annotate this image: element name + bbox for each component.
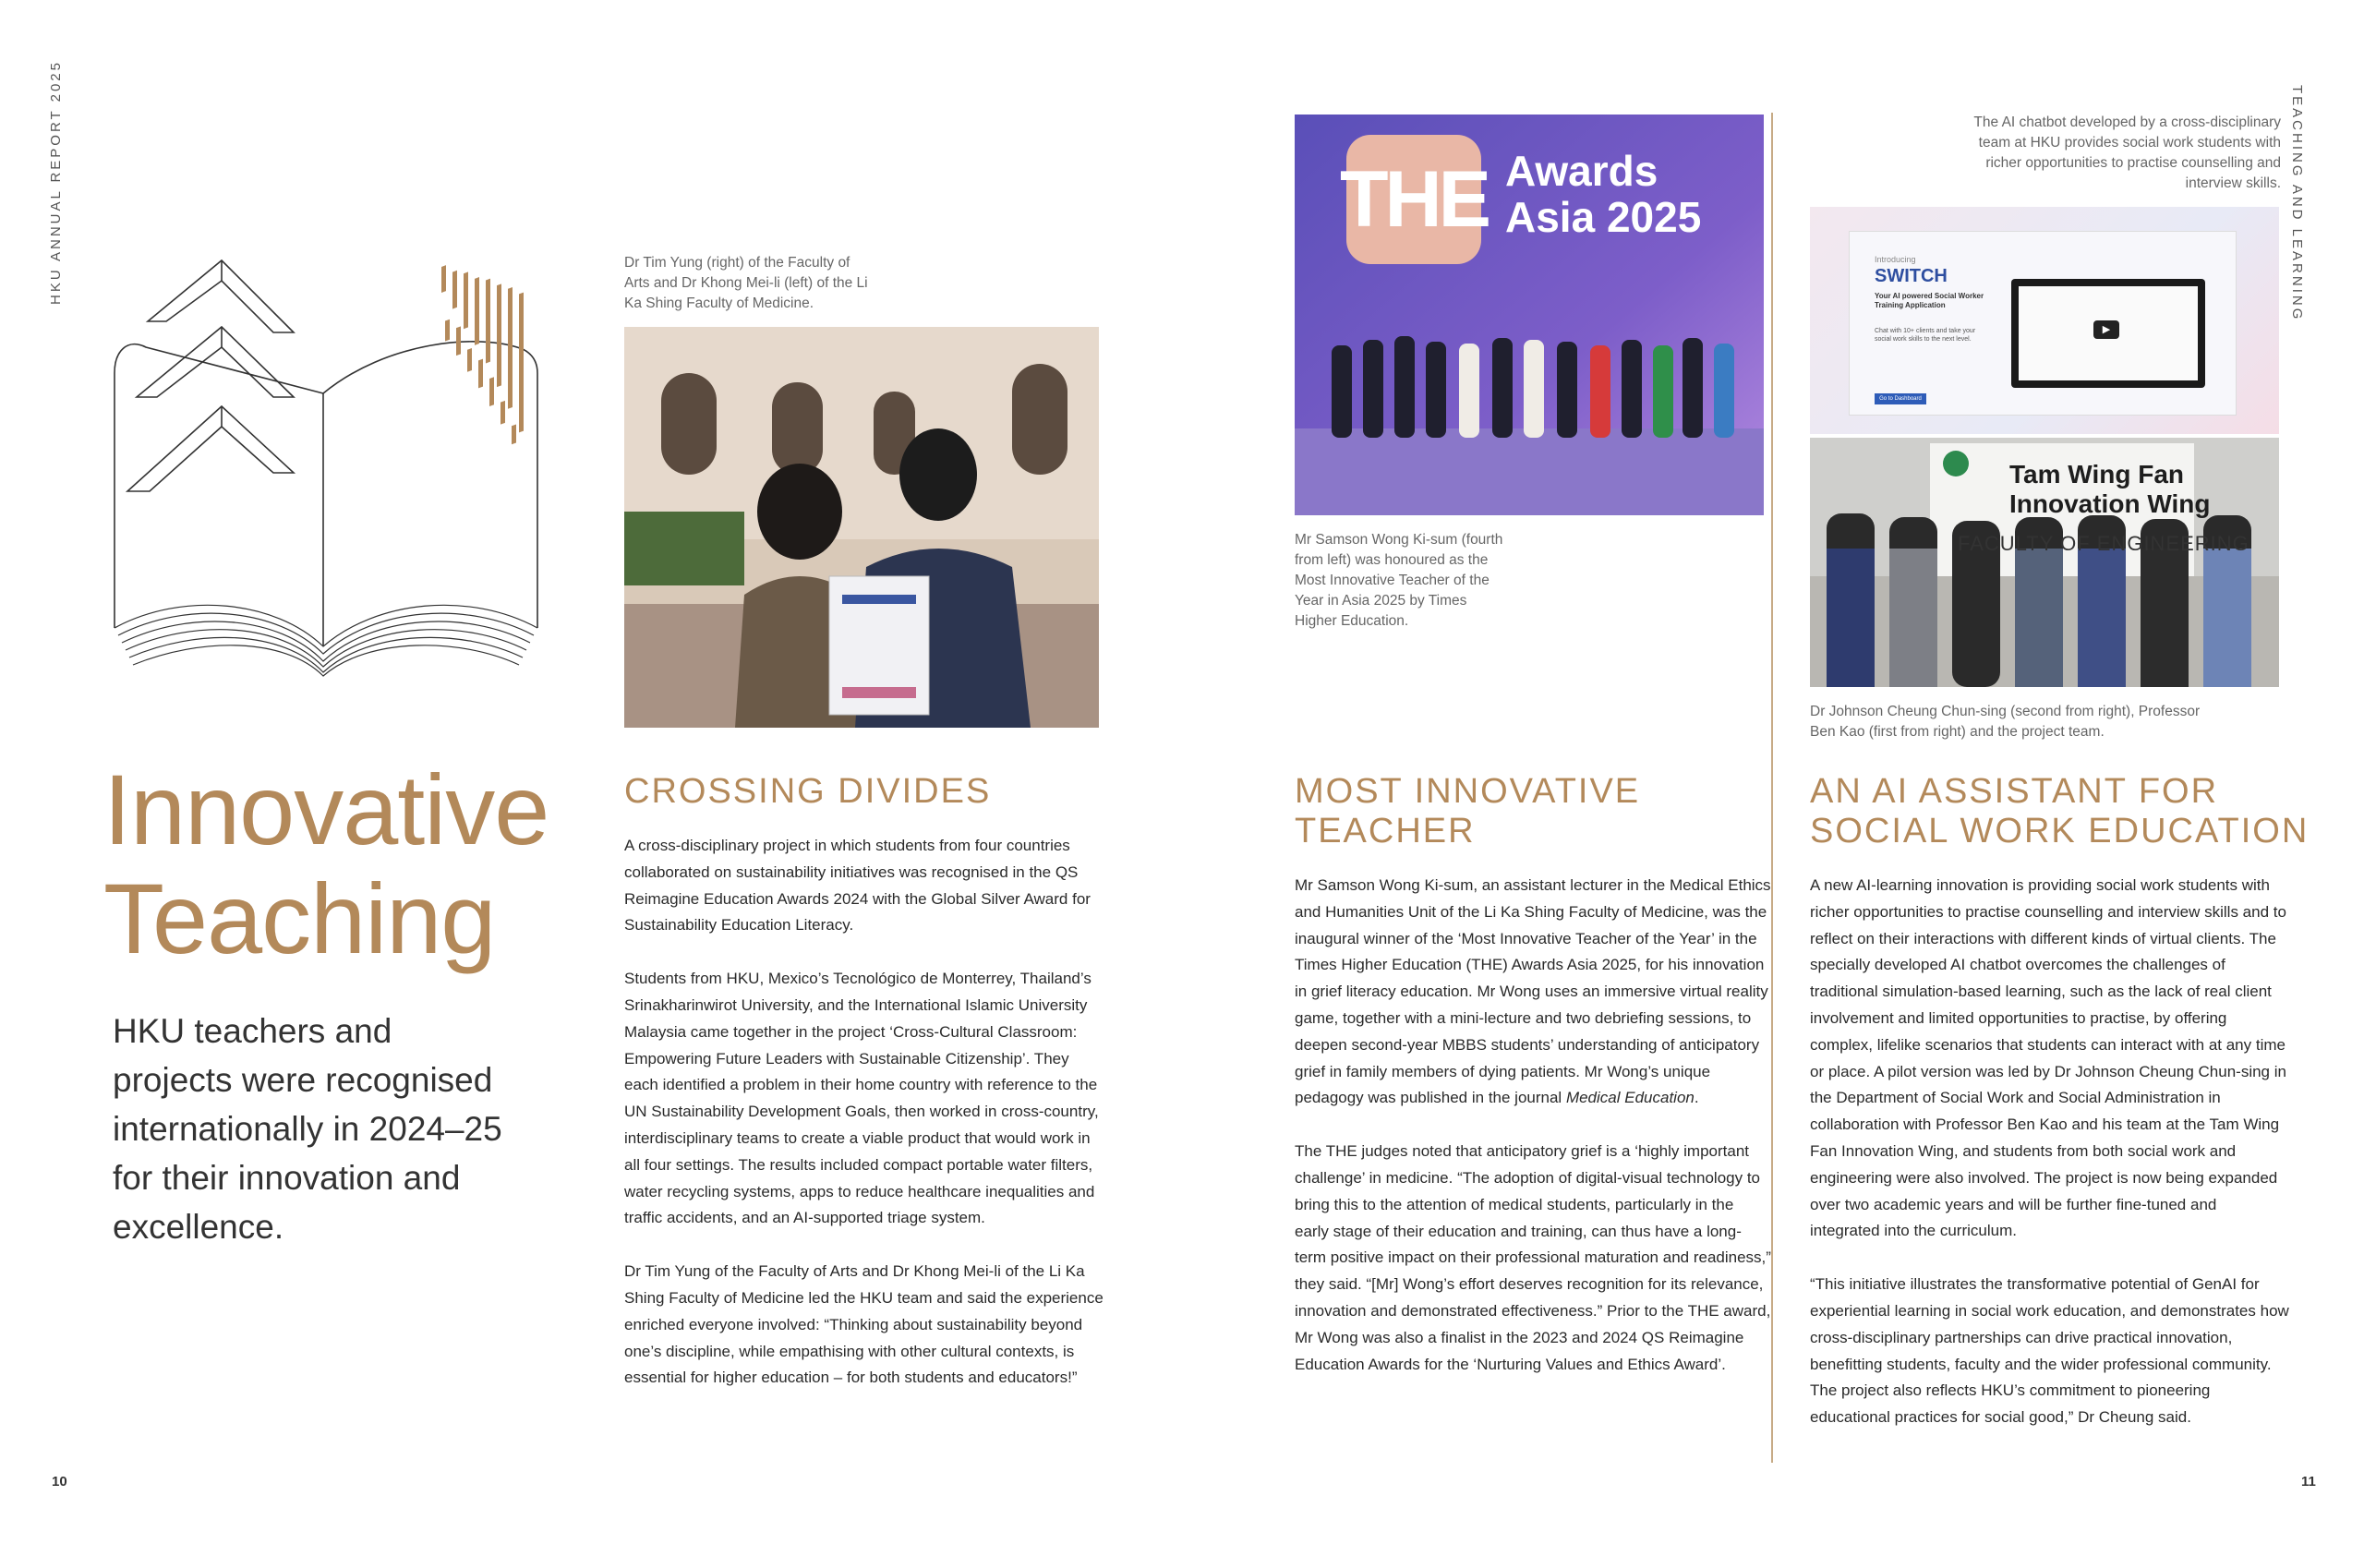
video-frame — [2011, 279, 2205, 388]
sign-line-1: Tam Wing Fan — [2009, 460, 2184, 488]
paragraph: Students from HKU, Mexico’s Tecnológico de Monterrey, Thailand’s Srinakharinwirot University, and the International Islamic University Malaysia came together in the project ‘Cross-Cultural Classroom: Empowering Future Leaders with Sustainable Citizenship’. They each identified a problem in their home country with reference to the UN Sustainability Development Goals, then worked in cross-country, interdisciplinary teams to create a viable product that would work in all four settings. The results included compact portable water filters, water recycling systems, apps to reduce healthcare inequalities and traffic accidents, and an AI-supported triage system. — [624, 970, 1099, 1227]
heading-crossing-divides: CROSSING DIVIDES — [624, 772, 992, 811]
body-most-innovative-teacher — [1295, 873, 1771, 1405]
intro-text: HKU teachers and projects were recognised internationally in 2024–25 for their innovation and excellence. — [113, 1012, 502, 1246]
page-number-right: 11 — [2301, 1474, 2316, 1490]
column-divider — [1771, 113, 1773, 1463]
paragraph: Dr Tim Yung of the Faculty of Arts and Dr Khong Mei-li of the Li Ka Shing Faculty of Medicine led the HKU team and said the experience enriched everyone involved: “Thinking about sustainability beyond one’s discipline, while empathising with other cultural contexts, is essential for higher education – for both students and educators!” — [624, 1262, 1104, 1387]
photo-caption-team: Dr Johnson Cheung Chun-sing (second from right), Professor Ben Kao (first from right) and the project team. — [1810, 704, 2201, 740]
heading-line-1: AN AI ASSISTANT FOR — [1810, 772, 2219, 811]
sign-line-3: FACULTY OF ENGINEERING — [1958, 532, 2249, 555]
photo-the-awards — [1295, 115, 1764, 515]
chevron-tree-icon — [127, 260, 294, 491]
photo-innovation-wing — [1810, 438, 2279, 687]
heading-line-1: MOST INNOVATIVE — [1295, 772, 1641, 811]
heading-most-innovative-teacher — [1295, 772, 1640, 851]
body-crossing-divides — [624, 833, 1104, 1418]
awards-sign-line-1: Awards — [1505, 147, 1658, 195]
screen-body: Chat with 10+ clients and take your social work skills to the next level. — [1875, 328, 1976, 343]
photo-caption-crossing-divides: Dr Tim Yung (right) of the Faculty of Arts and Dr Khong Mei-li (left) of the Li Ka Shing Faculty of Medicine. — [624, 255, 868, 311]
paragraph: A cross-disciplinary project in which students from four countries collaborated on sustainability initiatives was recognised in the QS Reimagine Education Awards 2024 with the Global Silver Award for Sustainability Education Literacy. — [624, 837, 1091, 935]
photo-caption-ai-chatbot: The AI chatbot developed by a cross-disciplinary team at HKU provides social work students with richer opportunities to practise counselling and interview skills. — [1973, 115, 2281, 191]
screen-title: SWITCH — [1875, 266, 1948, 286]
paragraph-text: Mr Samson Wong Ki-sum, an assistant lecturer in the Medical Ethics and Humanities Unit of the Li Ka Shing Faculty of Medicine, was the inaugural winner of the ‘Most Innovative Teacher of the Year’ in the Times Higher Education (THE) Awards Asia 2025, for his innovation in grief literacy education. Mr Wong uses an immersive virtual reality game, together with a mini-lecture and two debriefing sessions, to deepen second-year MBBS students’ understanding of anticipatory grief in family members of dying patients. Mr Wong’s unique pedagogy was published in the journal — [1295, 876, 1771, 1107]
paragraph: The THE judges noted that anticipatory grief is a ‘highly important challenge’ in medicine. “The adoption of digital-visual technology to bring this to the attention of medical students, particularly in the early stage of their education and training, can thus have a long-term positive impact on their professional maturation and readiness,” they said. “[Mr] Wong’s effort deserves recognition for its relevance, innovation and demonstrated effectiveness.” Prior to the THE award, Mr Wong was also a finalist in the 2023 and 2024 QS Reimagine Education Awards for the ‘Nurturing Values and Ethics Award’. — [1295, 1142, 1771, 1373]
photo-switch-screen — [1810, 207, 2279, 434]
awards-sign-line-2: Asia 2025 — [1505, 193, 1702, 241]
paragraph: “This initiative illustrates the transformative potential of GenAI for experiential learning in social work education, and demonstrates how cross-disciplinary partnerships can drive practical innovation, benefitting students, faculty and the wider professional community. The project also reflects HKU’s commitment to pioneering educational practices for social good,” Dr Cheung said. — [1810, 1275, 2289, 1427]
body-ai-assistant — [1810, 873, 2290, 1458]
awards-sign-text — [1505, 148, 1701, 240]
sign-text — [2009, 460, 2211, 519]
heading-line-2: TEACHER — [1295, 812, 1476, 850]
running-head-right: TEACHING AND LEARNING — [2289, 85, 2305, 322]
heading-line-2: SOCIAL WORK EDUCATION — [1810, 812, 2310, 850]
sign-line-2: Innovation Wing — [2009, 489, 2211, 518]
journal-title: Medical Education — [1565, 1089, 1695, 1107]
photo-caption-most-innovative: Mr Samson Wong Ki-sum (fourth from left) was honoured as the Most Innovative Teacher of the Year in Asia 2025 by Times Higher Education. — [1295, 532, 1503, 629]
heading-ai-assistant — [1810, 772, 2309, 851]
screen-subtitle: Your AI powered Social Worker Training Application — [1875, 292, 1984, 309]
title-line-2: Teaching — [103, 862, 496, 974]
screen-dashboard-button: Go to Dashboard — [1875, 393, 1926, 404]
photo-crossing-divides — [624, 327, 1099, 728]
screen-intro: Introducing — [1875, 255, 1916, 264]
play-icon: ▶ — [2093, 320, 2119, 339]
gold-bars-icon — [441, 265, 524, 444]
the-logo: THE — [1340, 154, 1488, 244]
paragraph — [1295, 873, 1771, 1112]
page-title — [103, 755, 549, 973]
paragraph: A new AI-learning innovation is providing social work students with richer opportunities to practise counselling and interview skills and to reflect on their interactions with different kinds of virtual clients. The specially developed AI chatbot overcomes the challenges of traditional simulation-based learning, such as the lack of real client involvement and limited opportunities to practise, by offering complex, lifelike scenarios that students can interact with at any time or place. A pilot version was led by Dr Johnson Cheung Chun-sing in the Department of Social Work and Social Administration in collaboration with Professor Ben Kao and his team at the Tam Wing Fan Innovation Wing, and students from both social work and engineering were also involved. The project is now being expanded over two academic years and will be further fine-tuned and integrated into the curriculum. — [1810, 876, 2286, 1240]
page-number-left: 10 — [52, 1474, 67, 1490]
title-line-1: Innovative — [103, 754, 549, 865]
book-tree-illustration — [109, 259, 552, 688]
paragraph-text: . — [1694, 1089, 1699, 1107]
running-head-left: HKU ANNUAL REPORT 2025 — [48, 60, 64, 305]
